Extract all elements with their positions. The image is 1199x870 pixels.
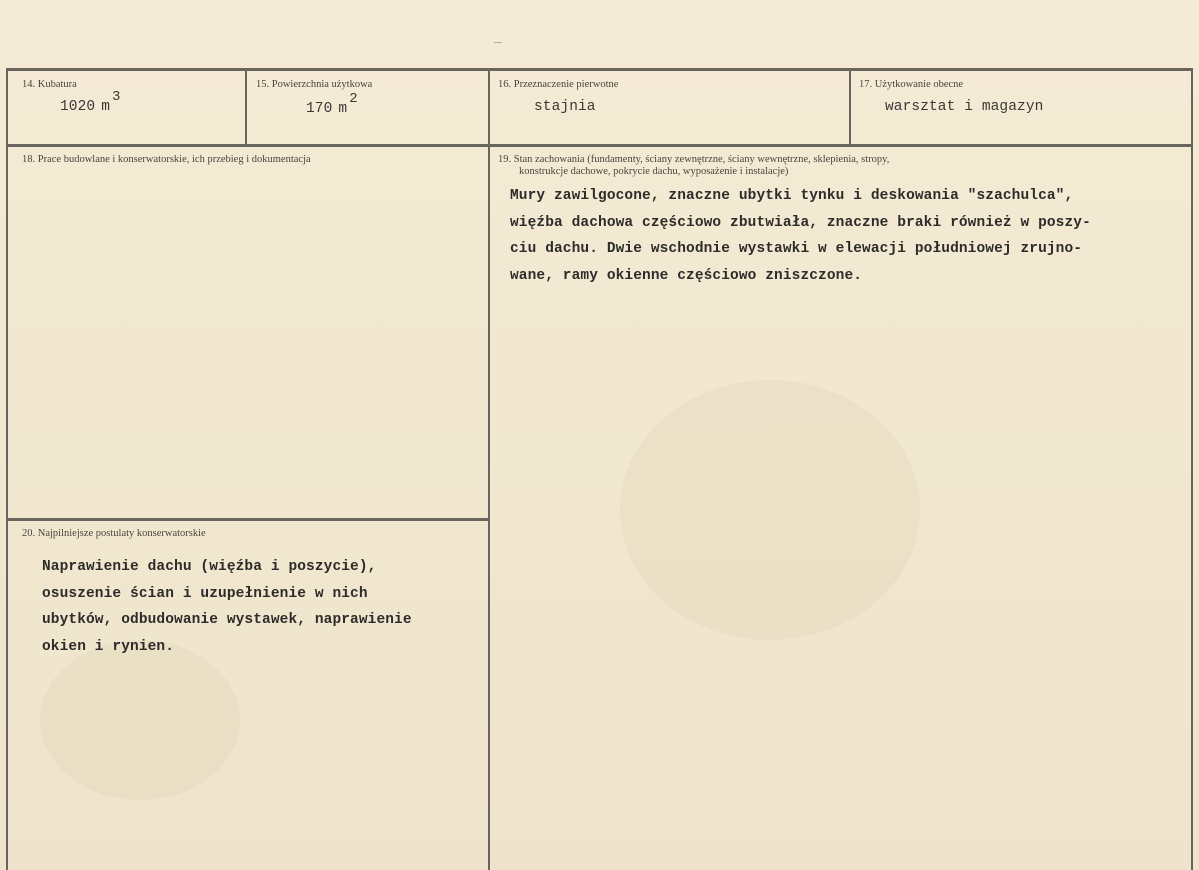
- postulate-line: Naprawienie dachu (więźba i poszycie),: [42, 559, 377, 575]
- paper-stain: [40, 640, 240, 800]
- area-number: 170: [306, 101, 333, 117]
- section-rule: [6, 518, 490, 521]
- divider-16-17: [849, 70, 851, 144]
- field-20-label: 20. Najpilniejsze postulaty konserwatorskie: [22, 528, 206, 539]
- divider-main: [488, 70, 490, 870]
- field-15-label: 15. Powierzchnia użytkowa: [256, 79, 373, 90]
- area-exponent: 2: [349, 91, 358, 107]
- field-16-label: 16. Przeznaczenie pierwotne: [498, 79, 619, 90]
- top-mark: [494, 42, 502, 43]
- kubatura-exponent: 3: [112, 89, 121, 105]
- field-14-value: [60, 89, 121, 115]
- postulate-line: okien i rynien.: [42, 638, 175, 655]
- field-15-value: [306, 91, 358, 117]
- field-19-label-line2: konstrukcje dachowe, pokrycie dachu, wyposażenie i instalacje): [519, 166, 789, 177]
- condition-line: wane, ramy okienne częściowo zniszczone.: [510, 267, 863, 284]
- field-19-text: [510, 183, 1091, 289]
- left-border: [6, 68, 8, 870]
- postulate-line: osuszenie ścian i uzupełnienie w nich: [42, 585, 368, 602]
- field-14-label: 14. Kubatura: [22, 79, 77, 90]
- postulate-line: ubytków, odbudowanie wystawek, naprawienie: [42, 612, 412, 628]
- divider-14-15: [245, 70, 247, 144]
- field-20-text: [42, 554, 412, 660]
- field-17-label: 17. Użytkowanie obecne: [859, 79, 964, 90]
- right-border: [1191, 68, 1193, 870]
- field-16-value: stajnia: [534, 99, 596, 115]
- field-18-label: 18. Prace budowlane i konserwatorskie, ich przebieg i dokumentacja: [22, 154, 311, 165]
- paper-stain: [620, 380, 920, 640]
- kubatura-unit: m: [101, 99, 111, 115]
- condition-line: Mury zawilgocone, znaczne ubytki tynku i deskowania "szachulca",: [510, 188, 1074, 204]
- area-unit: m: [338, 101, 348, 117]
- kubatura-number: 1020: [60, 99, 96, 115]
- field-17-value: warsztat i magazyn: [885, 99, 1044, 115]
- field-19-label-line1: 19. Stan zachowania (fundamenty, ściany zewnętrzne, ściany wewnętrzne, sklepienia, stropy,: [498, 154, 890, 165]
- condition-line: więźba dachowa częściowo zbutwiała, znaczne braki również w poszy-: [510, 214, 1091, 231]
- row-rule: [6, 144, 1193, 147]
- condition-line: ciu dachu. Dwie wschodnie wystawki w elewacji południowej zrujno-: [510, 241, 1083, 257]
- top-rule: [6, 68, 1193, 71]
